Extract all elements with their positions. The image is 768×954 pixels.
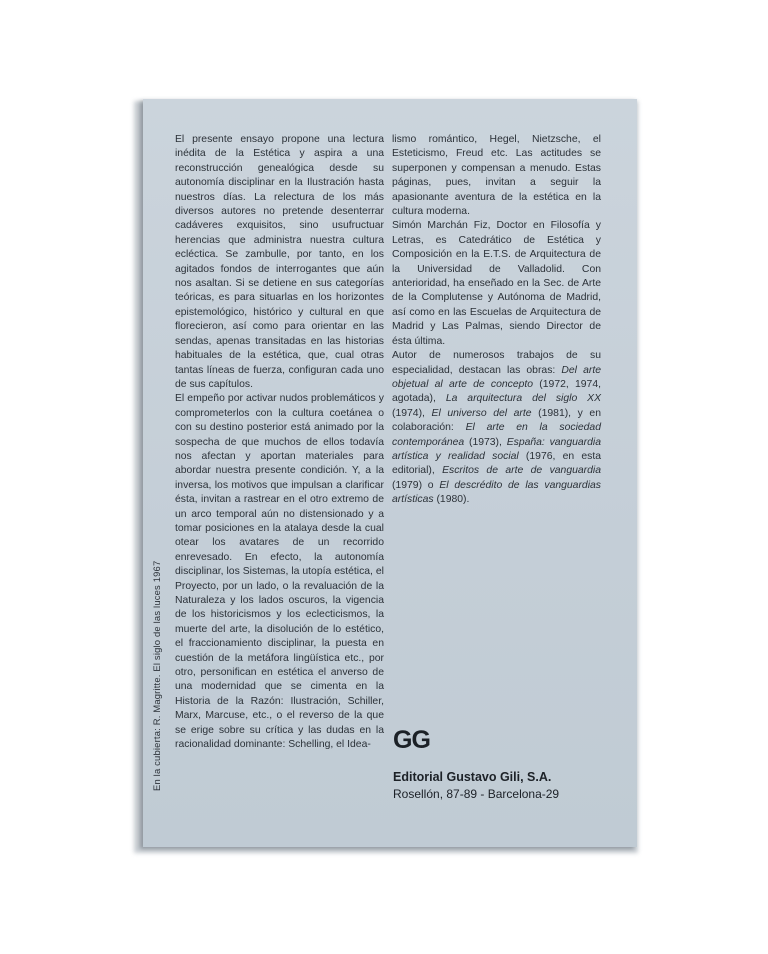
cover-credit-caption: En la cubierta: R. Magritte. El siglo de las luces 1967 bbox=[151, 560, 162, 791]
text-column-right bbox=[392, 133, 601, 508]
works-text: (1980). bbox=[433, 494, 470, 506]
book-title: El descrédito de las vanguardias artísticas bbox=[392, 479, 601, 506]
publisher-logo: GG bbox=[393, 726, 430, 754]
book-title: España: vanguardia artística y realidad social bbox=[392, 436, 601, 462]
works-text: (1973), bbox=[464, 436, 507, 448]
book-title: El arte en la sociedad contemporánea bbox=[392, 422, 601, 448]
book-title: Escritos de arte de vanguardia bbox=[442, 465, 601, 477]
book-back-cover bbox=[143, 99, 637, 847]
works-paragraph bbox=[392, 349, 601, 507]
works-text: (1979) o bbox=[392, 479, 440, 491]
book-title: El universo del arte bbox=[431, 407, 532, 419]
works-text: (1976, en esta editorial), bbox=[392, 450, 601, 477]
works-text: (1981), y en colaboración: bbox=[392, 407, 601, 434]
works-text: (1972, 1974, agotada), bbox=[392, 378, 601, 405]
publisher-name: Editorial Gustavo Gili, S.A. bbox=[393, 770, 552, 784]
argument-paragraph: El empeño por activar nudos problemáticos y comprometerlos con la cultura coetánea o con su destino posterior está animado por la sospecha de que muchos de ellos todavía nos afectan y aportan materiales para abordar nuestra presente condición. Y, a la inversa, los motivos que impulsan a clarificar ésta, invitan a rastrear en el otro extremo de un arco temporal aún no distensionado y a tomar posiciones en la atalaya desde la cual otear los avatares de un recorrido enrevesado. En efecto, la autonomía disciplinar, los Sistemas, la utopía estética, el Proyecto, por un lado, o la revaluación de la Naturaleza y los lados oscuros, la vigencia de los historicismos y los eclecticismos, la muerte del arte, la disolución de lo estético, el fraccionamiento disciplinar, la puesta en cuestión de la metáfora lingüística etc., por otro, personifican en estética el anverso de una modernidad que se cimenta en la Historia de la Razón: Ilustración, Schiller, Marx, Marcuse, etc., o el reverso de la que se erige sobre su crítica y las dudas en la racionalidad dominante: Schelling, el Idea- bbox=[175, 393, 384, 751]
publisher-address: Rosellón, 87-89 - Barcelona-29 bbox=[393, 787, 560, 801]
intro-paragraph: El presente ensayo propone una lectura inédita de la Estética y aspira a una reconstrucción genealógica desde su autonomía disciplinar en la Ilustración hasta nuestros días. La relectura de los más diversos autores no pretende desenterrar cadáveres exquisitos, sino usufructuar herencias que administra nuestra cultura ecléctica. Se zambulle, por tanto, en los agitados fondos de interrogantes que aún nos asaltan. Si se detiene en sus categorías teóricas, es para situarlas en los horizontes epistemológico, histórico y cultural en que florecieron, así como para orientar en las sendas, apenas transitadas en las historias habituales de la estética, que, cual otras tantas líneas de fuerza, configuran cada uno de sus capítulos. bbox=[175, 134, 384, 390]
text-column-left bbox=[175, 133, 384, 752]
works-text: (1974), bbox=[392, 407, 432, 419]
works-text: Autor de numerosos trabajos de su especialidad, destacan las obras: bbox=[392, 350, 601, 376]
author-bio-paragraph: Simón Marchán Fiz, Doctor en Filosofía y Letras, es Catedrático de Estética y Composición en la E.T.S. de Arquitectura de la Universidad de Valladolid. Con anterioridad, ha enseñado en la Sec. de Arte de la Complutense y Autónoma de Madrid, así como en las Escuelas de Arquitectura de Madrid y Las Palmas, siendo Director de ésta última. bbox=[392, 220, 601, 347]
book-title: Del arte objetual al arte de concepto bbox=[392, 364, 601, 390]
book-title: La arquitectura del siglo XX bbox=[445, 393, 602, 405]
continuation-paragraph: lismo romántico, Hegel, Nietzsche, el Esteticismo, Freud etc. Las actitudes se superponen y compensan a menudo. Estas páginas, pues, invitan a seguir la apasionante aventura de la estética en la cultura moderna. bbox=[392, 134, 601, 218]
